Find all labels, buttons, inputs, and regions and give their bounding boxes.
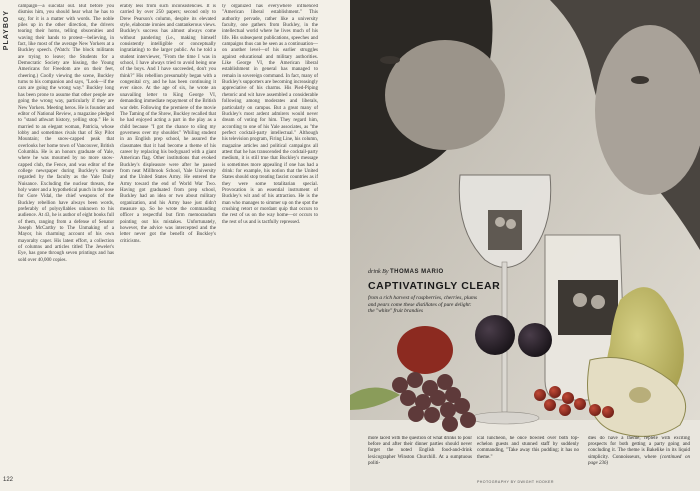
continued-note: (continued on page 236) <box>588 454 690 466</box>
eye-right-shape <box>631 76 649 84</box>
face-right-shape <box>595 25 700 195</box>
article-headline: CAPTIVATINGLY CLEAR <box>368 280 501 292</box>
article-photo <box>350 0 700 491</box>
byline-prefix: drink <box>368 269 381 275</box>
right-page <box>350 0 700 491</box>
photo-credit: PHOTOGRAPHY BY DWIGHT HOOKER <box>477 480 554 484</box>
author-name: THOMAS MARIO <box>390 269 444 275</box>
byline-by: By <box>382 269 389 275</box>
apple-shape <box>397 326 453 374</box>
page-number: 122 <box>3 477 14 483</box>
article-byline <box>368 269 444 275</box>
plum-shape-2 <box>518 323 552 357</box>
text-column-2: erably less from such inconsistencies. It is carried by over 250 papers; second only to Drew Pearson's column, despite its elevated style, elaborate ironies and cantankerous views. Buckley's success has almost always come without pandering (i.e., making himself consistently intelligible or conceptually ingratiating) to the larger public. As he told a student interviewer, "From the time I was in school, I have always tried to avoid being one of the boys. And I have succeeded, don't you think?" His rebellion presumably began with a congenital cry, and he has been continuing it ever since. At the age of six, he wrote an unavailing letter to King George VI, demanding immediate repayment of the British war debt. Following the premiere of the movie The Taming of the Shrew, Buckley recalled that he had enjoyed acting a part in the play as a child because "I got the chance to sling my governess over my shoulder." Whiling student in an English prep school, he assured the classmates that it had become a theme of his career by replacing his bodyguard with a giant American flag. Other institutions that evoked Buckley's displeasure were after he passed from neat Millbrook School, Yale University and the United States Army. He entered the Army toward the end of World War Two. Having got graduated from prep school, Buckley had an idea or two about military organization, and his Army base just didn't measure up. So he wrote the commanding officer a respectful but firm memorandum pointing out his mistakes. Unfortunately, however, the advice was intercepted and the letter never got the benefit of Buckley's criticisms. <box>120 4 216 244</box>
plum-shape-1 <box>475 315 515 355</box>
article-dek: from a rich harvest of raspberries, cherries, plums and pears come these distillates of pure delight: the "white" fruit brandies <box>368 295 477 315</box>
pear-core-shape <box>629 387 651 403</box>
article-body-column-2: ical luncheon, he once bowled over both top-echelon guests and stunned staff by suddenly commanding, "Take away this pudding; it has no theme." <box>477 436 579 460</box>
article-body-column-3-text: dies do have a theme, replete with exciting prospects for both getting a party going and concluding it. The theme is Bakelike in its liquid simplicity. Connoisseurs, where <box>588 436 690 460</box>
eye-left-shape <box>380 56 400 64</box>
article-body-column-1: more laced with the question of what drinks to pour before and after their dinner parties should never forget the noted English food-and-drink lexicographer Winston Churchill. At a sumptuous politi- <box>368 436 472 466</box>
face-left-shape <box>385 40 505 150</box>
magazine-name: PLAYBOY <box>3 10 10 51</box>
article-body-column-3 <box>588 436 690 476</box>
text-column-3: ly organized has everywhere influenced "American liberal establishment." This authority pervade, rather like a university faculty, one gathers from Buckley, in the intellectual world where he lives much of his life. His subsequent publications, speeches and campaigns thus can be seen as a continuation—on another level—of his earlier struggles against educational and military authorities. Like George VI, the American liberal establishment in general has managed to remain in sovereign command. In fact, many of Buckley's supporters are becoming increasingly appreciative of his charms. His Pied-Piping rhetoric and wit have assembled a considerable following among moderates and liberals, particularly on campus. But a great many of Buckley's most ardent admirers would never dream of voting for him. They regard him, according to one of his Yale associates, as "the perfect cocktail-party intellectual." Although his television program, Firing Line, his column, magazine articles and political campaigns all attest that he has transcended the cocktail-party medium, it is still true that Buckley's message is sometimes more appealing if one has had a drink: for example, his notion that the United States should stop treating fascist countries as if they were some totalitarian special. Provocation is an essential instrument of Buckley's wit and of his attraction. He is the man who manages to simmer up on the spot the crushing retort or mordant quip that occurs to the rest of us on the way home—or occurs to the rest of us and is tactfully repressed. <box>222 4 318 225</box>
text-column-1: campaign—a suicidal out. But before you dismiss him, you should hear what he has to say, for it is a matter with words. The noble piles up in the other direction, the drivers tearing their horns, telling obscenities and waving their hands to protest—believing, in fact, like most of the average New Yorkers at a Buckley speech. (Watch: The block militants are trying to leave; the Students for a Democratic Society are hissing, the Young Americans for Freedom are on their feet, cheering.) Coolly viewing the scene, Buckley turns to his companion and says, "Look—if the cars are going the wrong way." Buckley long has been prone to assume that other people are going the wrong way, particularly if they are New Yorkers. Meeting heros. He is founder and editor of National Review, a magazine pledged to "stand athwart history, yelling stop." He is married to an elegant woman, Patricia, whose lobby and sometimes rivals that of Sky Pilot Mountain; the snow-capped peak that overlooks her home town of Vancouver, British Columbia. He is an honors graduate of Yale, where he was mourned by no more snow-capped club, the Fence, and was editor of the college newspaper during Buckley's tenure regarded by the faculty as the Yale Daily Nuisance. Excluding the nuclear threats, the holy water and a hypothetical punch in the nose for Gore Vidal, the chief weapons of the Buckley rebellion have always been words, preferably of polysyllables unknown to his audience. At 43, he is author of eight books full of them, ranging from a defense of Senator Joseph McCarthy to The Unmaking of a Mayor, his charming account of his own mayoralty caper. His latest effort, a collection of columns and articles titled The Jeweler's Eye, has gone through seven printings and has sold over 40,000 copies. <box>18 4 114 263</box>
